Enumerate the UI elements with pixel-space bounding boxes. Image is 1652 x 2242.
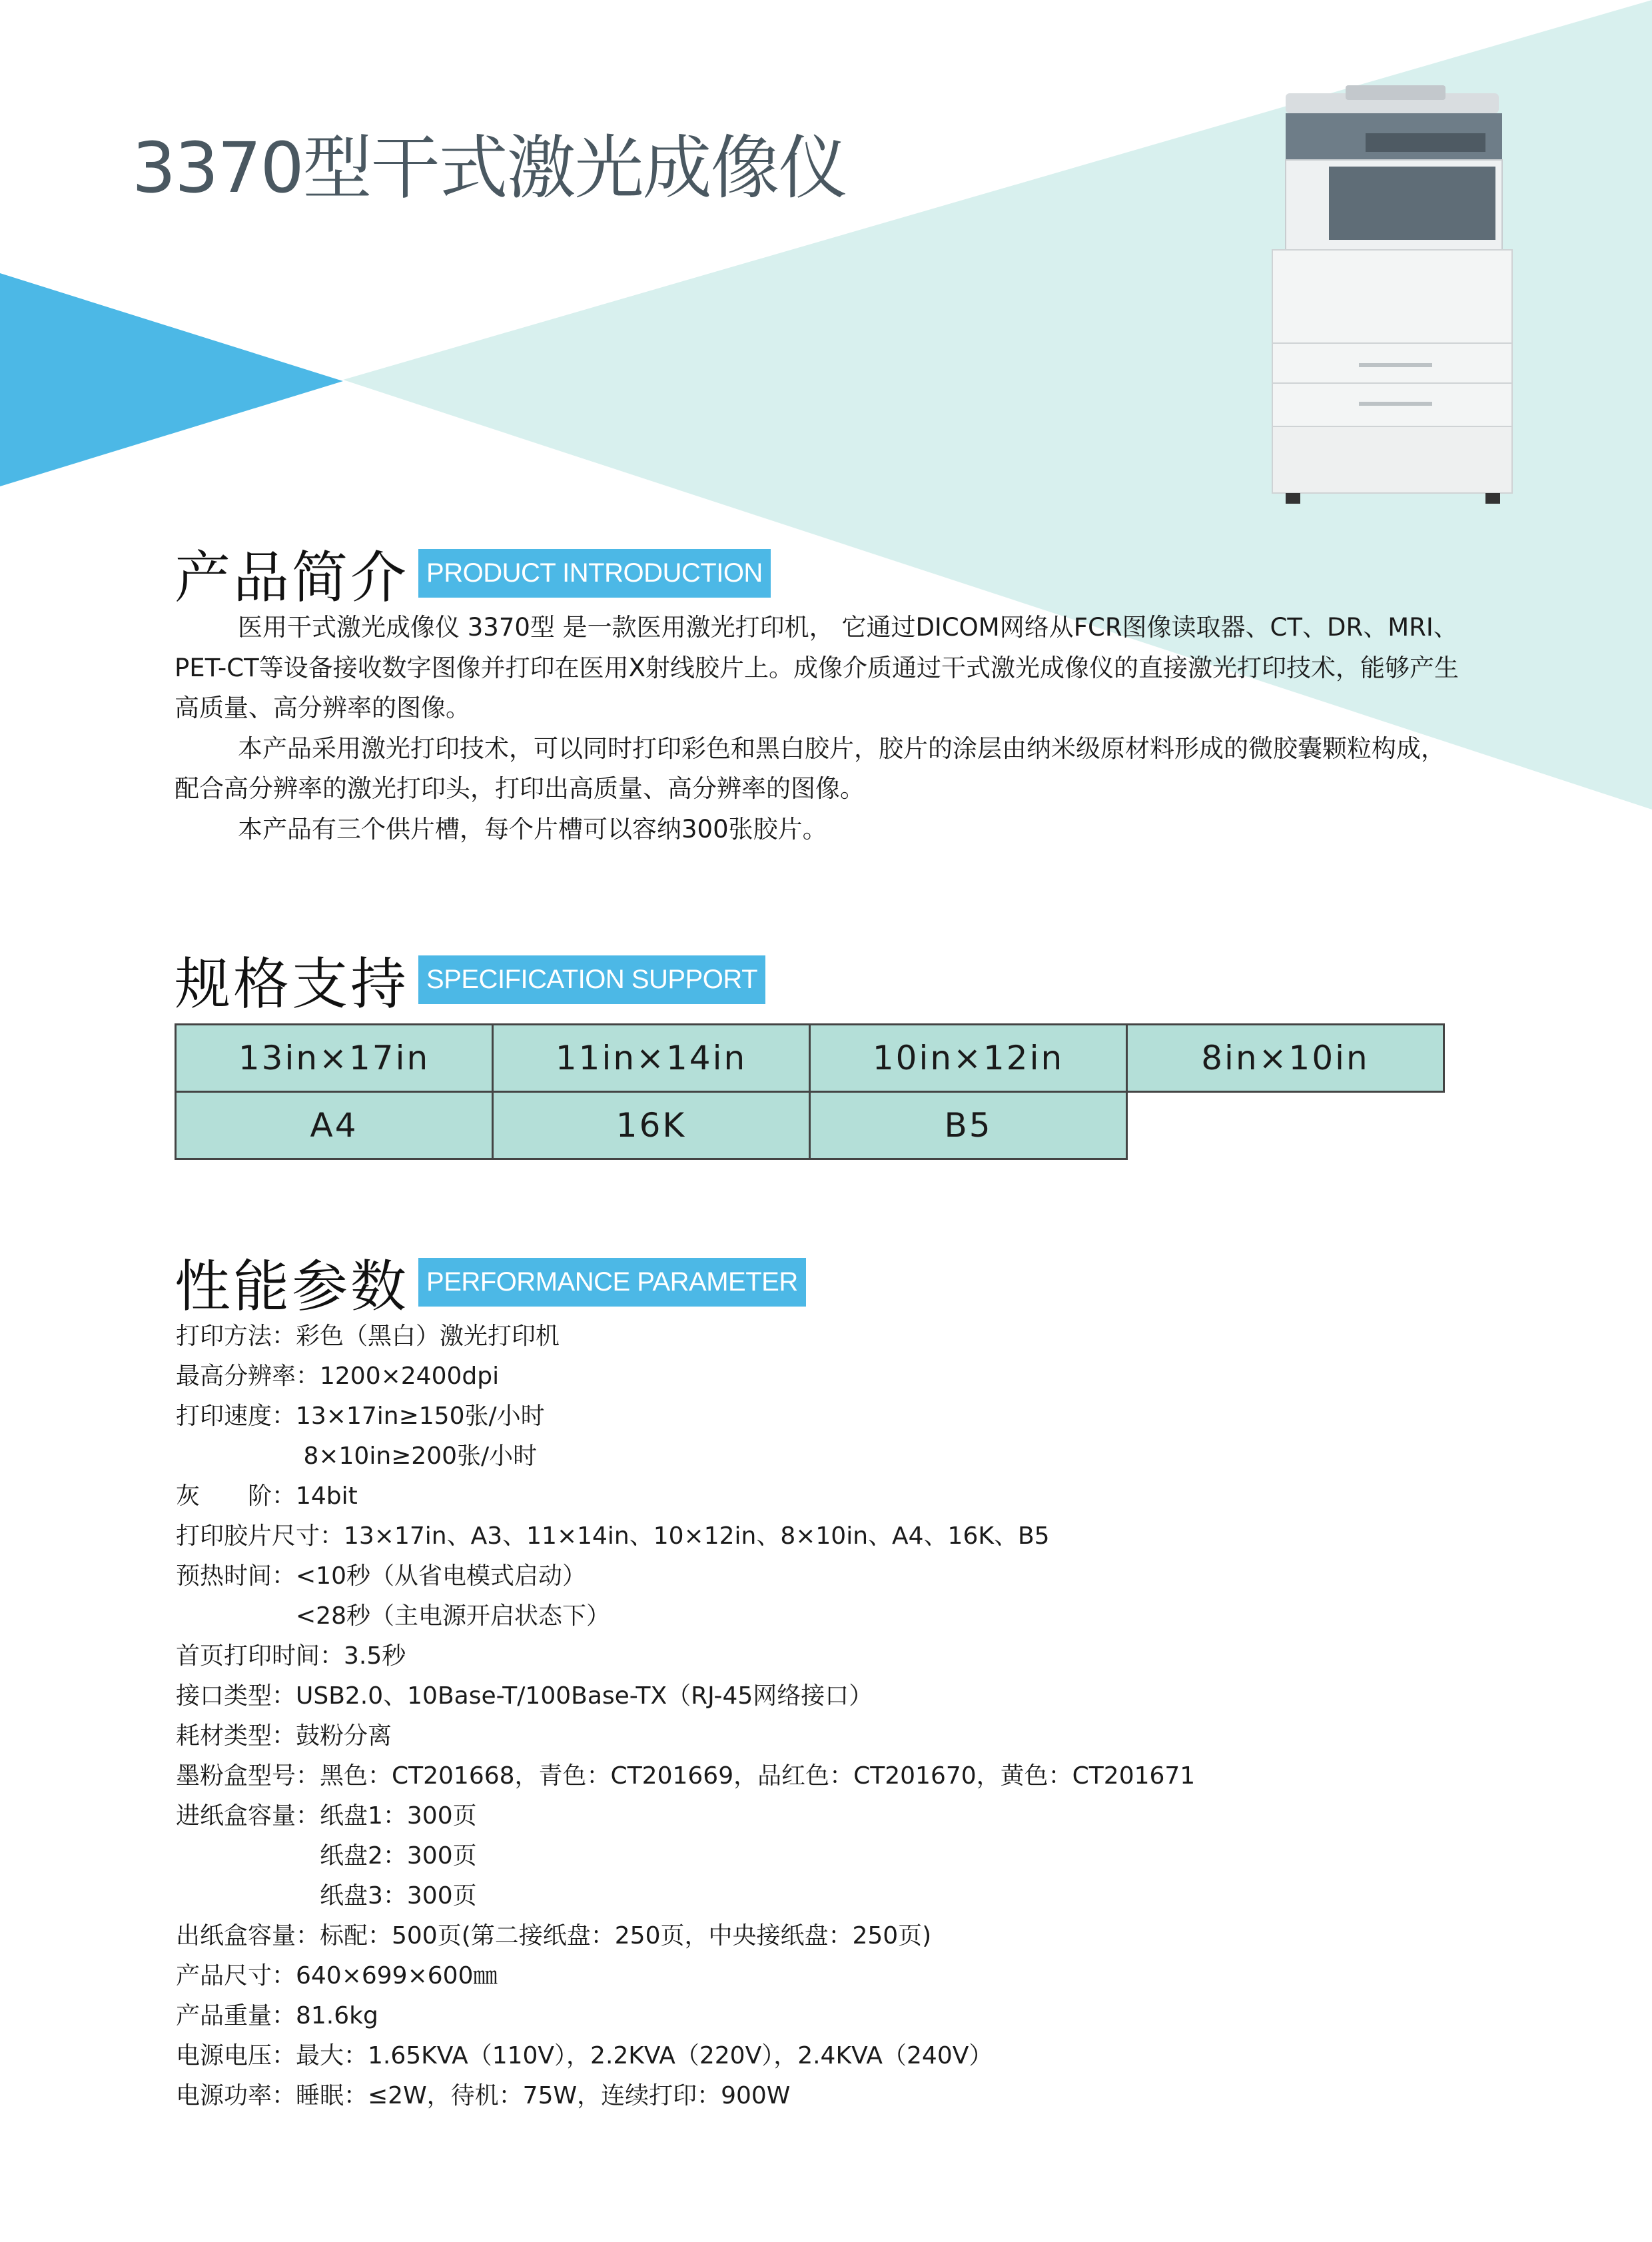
spec-section-heading (175, 939, 765, 1020)
param-line: <28秒（主电源开启状态下） (176, 1602, 610, 1630)
perf-heading: 性能参数 (175, 1254, 410, 1319)
intro-section-heading (175, 533, 771, 614)
spec-cell: 8in×10in (1127, 1025, 1444, 1092)
spec-table (175, 1023, 1445, 1160)
intro-text (175, 608, 1460, 849)
intro-paragraph: 医用干式激光成像仪 3370型 是一款医用激光打印机， 它通过DICOM网络从FCR图像读取器、CT、DR、MRI、PET-CT等设备接收数字图像并打印在医用X射线胶片上。成像介质通过干式激光成像仪的直接激光打印技术，能够产生高质量、高分辨率的图像。 (175, 613, 1459, 722)
performance-list (176, 1317, 1508, 2116)
spec-heading-en: SPECIFICATION SUPPORT (418, 955, 765, 1004)
param-line: 首页打印时间：3.5秒 (176, 1642, 406, 1670)
spec-table-row (176, 1092, 1444, 1159)
intro-heading-en: PRODUCT INTRODUCTION (418, 549, 771, 598)
param-line: 纸盘2：300页 (176, 1842, 477, 1870)
page-title: 3370型干式激光成像仪 (132, 127, 847, 209)
param-line: 8×10in≥200张/小时 (176, 1442, 538, 1470)
spec-table-row (176, 1025, 1444, 1092)
param-line: 出纸盒容量：标配：500页(第二接纸盘：250页，中央接纸盘：250页) (176, 1922, 932, 1950)
intro-heading: 产品简介 (175, 545, 410, 610)
param-line: 电源功率：睡眠：≤2W，待机：75W，连续打印：900W (176, 2082, 791, 2109)
param-line: 灰 阶：14bit (176, 1482, 358, 1510)
spec-cell: B5 (810, 1092, 1127, 1159)
spec-cell: A4 (176, 1092, 493, 1159)
printer-image (1266, 80, 1525, 520)
param-line: 产品重量：81.6kg (176, 2002, 378, 2029)
intro-paragraph: 本产品有三个供片槽，每个片槽可以容纳300张胶片。 (238, 814, 827, 843)
param-line: 电源电压：最大：1.65KVA（110V），2.2KVA（220V），2.4KVA（240V） (176, 2042, 993, 2069)
param-line: 打印速度：13×17in≥150张/小时 (176, 1402, 545, 1430)
param-line: 产品尺寸：640×699×600㎜ (176, 1962, 498, 1989)
spec-cell: 16K (493, 1092, 810, 1159)
spec-cell: 11in×14in (493, 1025, 810, 1092)
intro-paragraph: 本产品采用激光打印技术，可以同时打印彩色和黑白胶片，胶片的涂层由纳米级原材料形成的微胶囊颗粒构成，配合高分辨率的激光打印头，打印出高质量、高分辨率的图像。 (175, 734, 1446, 803)
perf-section-heading (175, 1242, 806, 1323)
spec-cell-empty (1127, 1092, 1444, 1159)
param-line: 打印胶片尺寸：13×17in、A3、11×14in、10×12in、8×10in、A4、16K、B5 (176, 1522, 1050, 1550)
param-line: 墨粉盒型号：黑色：CT201668，青色：CT201669，品红色：CT201670，黄色：CT201671 (176, 1762, 1196, 1790)
spec-cell: 10in×12in (810, 1025, 1127, 1092)
param-line: 接口类型：USB2.0、10Base-T/100Base-TX（RJ-45网络接口） (176, 1682, 873, 1710)
param-line: 预热时间：<10秒（从省电模式启动） (176, 1562, 586, 1590)
spec-heading: 规格支持 (175, 951, 410, 1017)
spec-cell: 13in×17in (176, 1025, 493, 1092)
param-line: 纸盘3：300页 (176, 1882, 477, 1910)
blue-triangle (0, 273, 343, 486)
perf-heading-en: PERFORMANCE PARAMETER (418, 1258, 806, 1307)
param-line: 打印方法：彩色（黑白）激光打印机 (176, 1323, 560, 1350)
param-line: 进纸盒容量：纸盘1：300页 (176, 1802, 477, 1830)
param-line: 最高分辨率：1200×2400dpi (176, 1363, 500, 1390)
param-line: 耗材类型：鼓粉分离 (176, 1722, 392, 1750)
